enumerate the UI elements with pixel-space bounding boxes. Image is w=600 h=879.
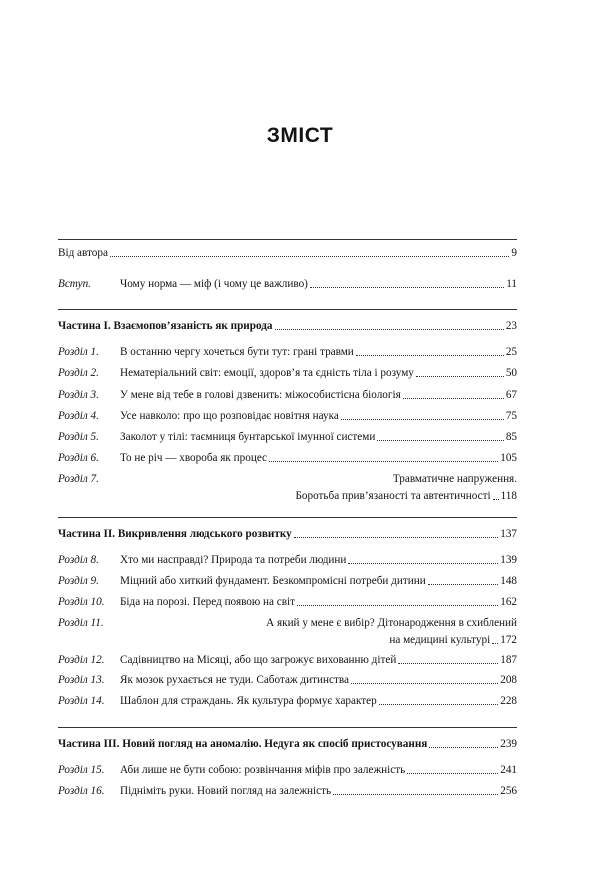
toc-chapter-page: 241 <box>500 764 517 776</box>
toc-part-title: Частина ІІІ. Новий погляд на аномалію. Недуга як спосіб пристосування <box>58 738 428 750</box>
toc-chapter-label: Розділ 10. <box>58 596 105 608</box>
toc-chapter-15[interactable] <box>58 763 517 777</box>
toc-chapter-label: Розділ 9. <box>58 575 99 587</box>
toc-chapter-page: 50 <box>505 367 517 379</box>
dot-leader <box>333 794 498 795</box>
toc-chapter-page: 85 <box>505 431 517 443</box>
toc-part-title: Частина ІІ. Викривлення людського розвитку <box>58 528 292 540</box>
toc-chapter-11[interactable] <box>58 616 517 647</box>
toc-chapter-label: Розділ 6. <box>58 452 99 464</box>
section-rule <box>58 309 517 310</box>
toc-chapter-label: Розділ 8. <box>58 554 99 566</box>
toc-chapter-label: Розділ 5. <box>58 431 99 443</box>
dot-leader <box>403 398 504 399</box>
toc-chapter-page: 148 <box>500 575 517 587</box>
toc-chapter-title: Садівництво на Місяці, або що загрожує вихованню дітей <box>120 654 397 666</box>
toc-chapter-label: Розділ 14. <box>58 695 105 707</box>
toc-chapter-title: Усе навколо: про що розповідає новітня наука <box>120 410 339 422</box>
section-rule <box>58 239 517 240</box>
toc-part-3[interactable] <box>58 737 517 751</box>
dot-leader <box>356 355 504 356</box>
toc-chapter-page: 139 <box>500 554 517 566</box>
dot-leader <box>407 773 498 774</box>
dot-leader <box>297 605 498 606</box>
toc-chapter-page: 105 <box>500 452 517 464</box>
section-rule <box>58 727 517 728</box>
toc-chapter-label: Розділ 3. <box>58 389 99 401</box>
toc-chapter-title: Хто ми насправді? Природа та потреби людини <box>120 554 347 566</box>
toc-chapter-10[interactable] <box>58 595 517 609</box>
toc-entry-page: 9 <box>511 247 517 259</box>
toc-chapter-label: Розділ 15. <box>58 764 105 776</box>
toc-entry-page: 11 <box>506 278 517 290</box>
toc-part-page: 137 <box>500 528 517 540</box>
toc-chapter-title: на медицині культурі <box>389 634 491 646</box>
dot-leader <box>492 643 498 644</box>
toc-entry-label: Вступ. <box>58 278 91 290</box>
toc-chapter-label: Розділ 13. <box>58 674 105 686</box>
toc-entry-title: Від автора <box>58 247 108 259</box>
toc-chapter-5[interactable] <box>58 430 517 444</box>
toc-entry-from-author[interactable] <box>58 246 517 260</box>
toc-chapter-title-line1: Травматичне напруження. <box>392 473 517 485</box>
toc-chapter-page: 256 <box>500 785 517 797</box>
dot-leader <box>428 584 499 585</box>
dot-leader <box>379 704 498 705</box>
toc-chapter-4[interactable] <box>58 409 517 423</box>
toc-chapter-title: Аби лише не бути собою: розвінчання міфів про залежність <box>120 764 406 776</box>
dot-leader <box>416 376 504 377</box>
toc-chapter-page: 172 <box>500 634 517 646</box>
dot-leader <box>348 563 498 564</box>
dot-leader <box>310 287 504 288</box>
toc-chapter-14[interactable] <box>58 694 517 708</box>
toc-chapter-7[interactable] <box>58 472 517 503</box>
dot-leader <box>275 329 504 330</box>
toc-chapter-page: 75 <box>505 410 517 422</box>
dot-leader <box>269 461 498 462</box>
toc-chapter-label: Розділ 16. <box>58 785 105 797</box>
toc-chapter-title: В останню чергу хочеться бути тут: грані травми <box>120 346 354 358</box>
toc-chapter-label: Розділ 7. <box>58 473 99 485</box>
toc-chapter-title: Шаблон для страждань. Як культура формує характер <box>120 695 377 707</box>
toc-chapter-label: Розділ 1. <box>58 346 99 358</box>
toc-entry-title: Чому норма — міф (і чому це важливо) <box>120 278 308 290</box>
toc-chapter-title: У мене від тебе в голові дзвенить: міжособистісна біологія <box>120 389 401 401</box>
toc-chapter-6[interactable] <box>58 451 517 465</box>
dot-leader <box>429 747 498 748</box>
toc-chapter-title-line1: А який у мене є вибір? Дітонародження в схиблений <box>266 617 517 629</box>
toc-chapter-16[interactable] <box>58 784 517 798</box>
toc-chapter-page: 228 <box>500 695 517 707</box>
toc-chapter-9[interactable] <box>58 574 517 588</box>
section-rule <box>58 517 517 518</box>
toc-chapter-title: Як мозок рухається не туди. Саботаж дитинства <box>120 674 349 686</box>
dot-leader <box>294 537 498 538</box>
toc-chapter-page: 208 <box>500 674 517 686</box>
toc-part-page: 23 <box>505 320 517 332</box>
page-title: ЗМІСТ <box>266 124 334 147</box>
toc-chapter-title: То не річ — хвороба як процес <box>120 452 268 464</box>
toc-chapter-title: Підніміть руки. Новий погляд на залежність <box>120 785 332 797</box>
toc-chapter-page: 25 <box>505 346 517 358</box>
toc-chapter-title: Нематеріальний світ: емоції, здоров’я та єдність тіла і розуму <box>120 367 414 379</box>
toc-chapter-label: Розділ 12. <box>58 654 105 666</box>
toc-part-title: Частина І. Взаємопов’язаність як природа <box>58 320 273 332</box>
toc-part-page: 239 <box>500 738 517 750</box>
toc-chapter-3[interactable] <box>58 388 517 402</box>
toc-chapter-label: Розділ 4. <box>58 410 99 422</box>
toc-part-2[interactable] <box>58 527 517 541</box>
toc-chapter-page: 67 <box>505 389 517 401</box>
toc-chapter-page: 162 <box>500 596 517 608</box>
toc-chapter-12[interactable] <box>58 653 517 667</box>
toc-chapter-13[interactable] <box>58 673 517 687</box>
toc-entry-introduction[interactable] <box>58 277 517 291</box>
toc-chapter-2[interactable] <box>58 366 517 380</box>
toc-chapter-page: 118 <box>500 490 517 502</box>
toc-chapter-1[interactable] <box>58 345 517 359</box>
dot-leader <box>110 256 509 257</box>
toc-chapter-title: Боротьба прив’язаності та автентичності <box>295 490 491 502</box>
toc-part-1[interactable] <box>58 319 517 333</box>
toc-chapter-title: Міцний або хиткий фундамент. Безкомпромісні потреби дитини <box>120 575 426 587</box>
dot-leader <box>493 499 499 500</box>
toc-chapter-8[interactable] <box>58 553 517 567</box>
dot-leader <box>341 419 504 420</box>
toc-chapter-title: Заколот у тілі: таємниця бунтарської імунної системи <box>120 431 376 443</box>
dot-leader <box>351 683 498 684</box>
dot-leader <box>398 663 498 664</box>
toc-chapter-label: Розділ 11. <box>58 617 104 629</box>
dot-leader <box>377 440 503 441</box>
toc-chapter-title: Біда на порозі. Перед появою на світ <box>120 596 296 608</box>
toc-chapter-label: Розділ 2. <box>58 367 99 379</box>
toc-chapter-page: 187 <box>500 654 517 666</box>
